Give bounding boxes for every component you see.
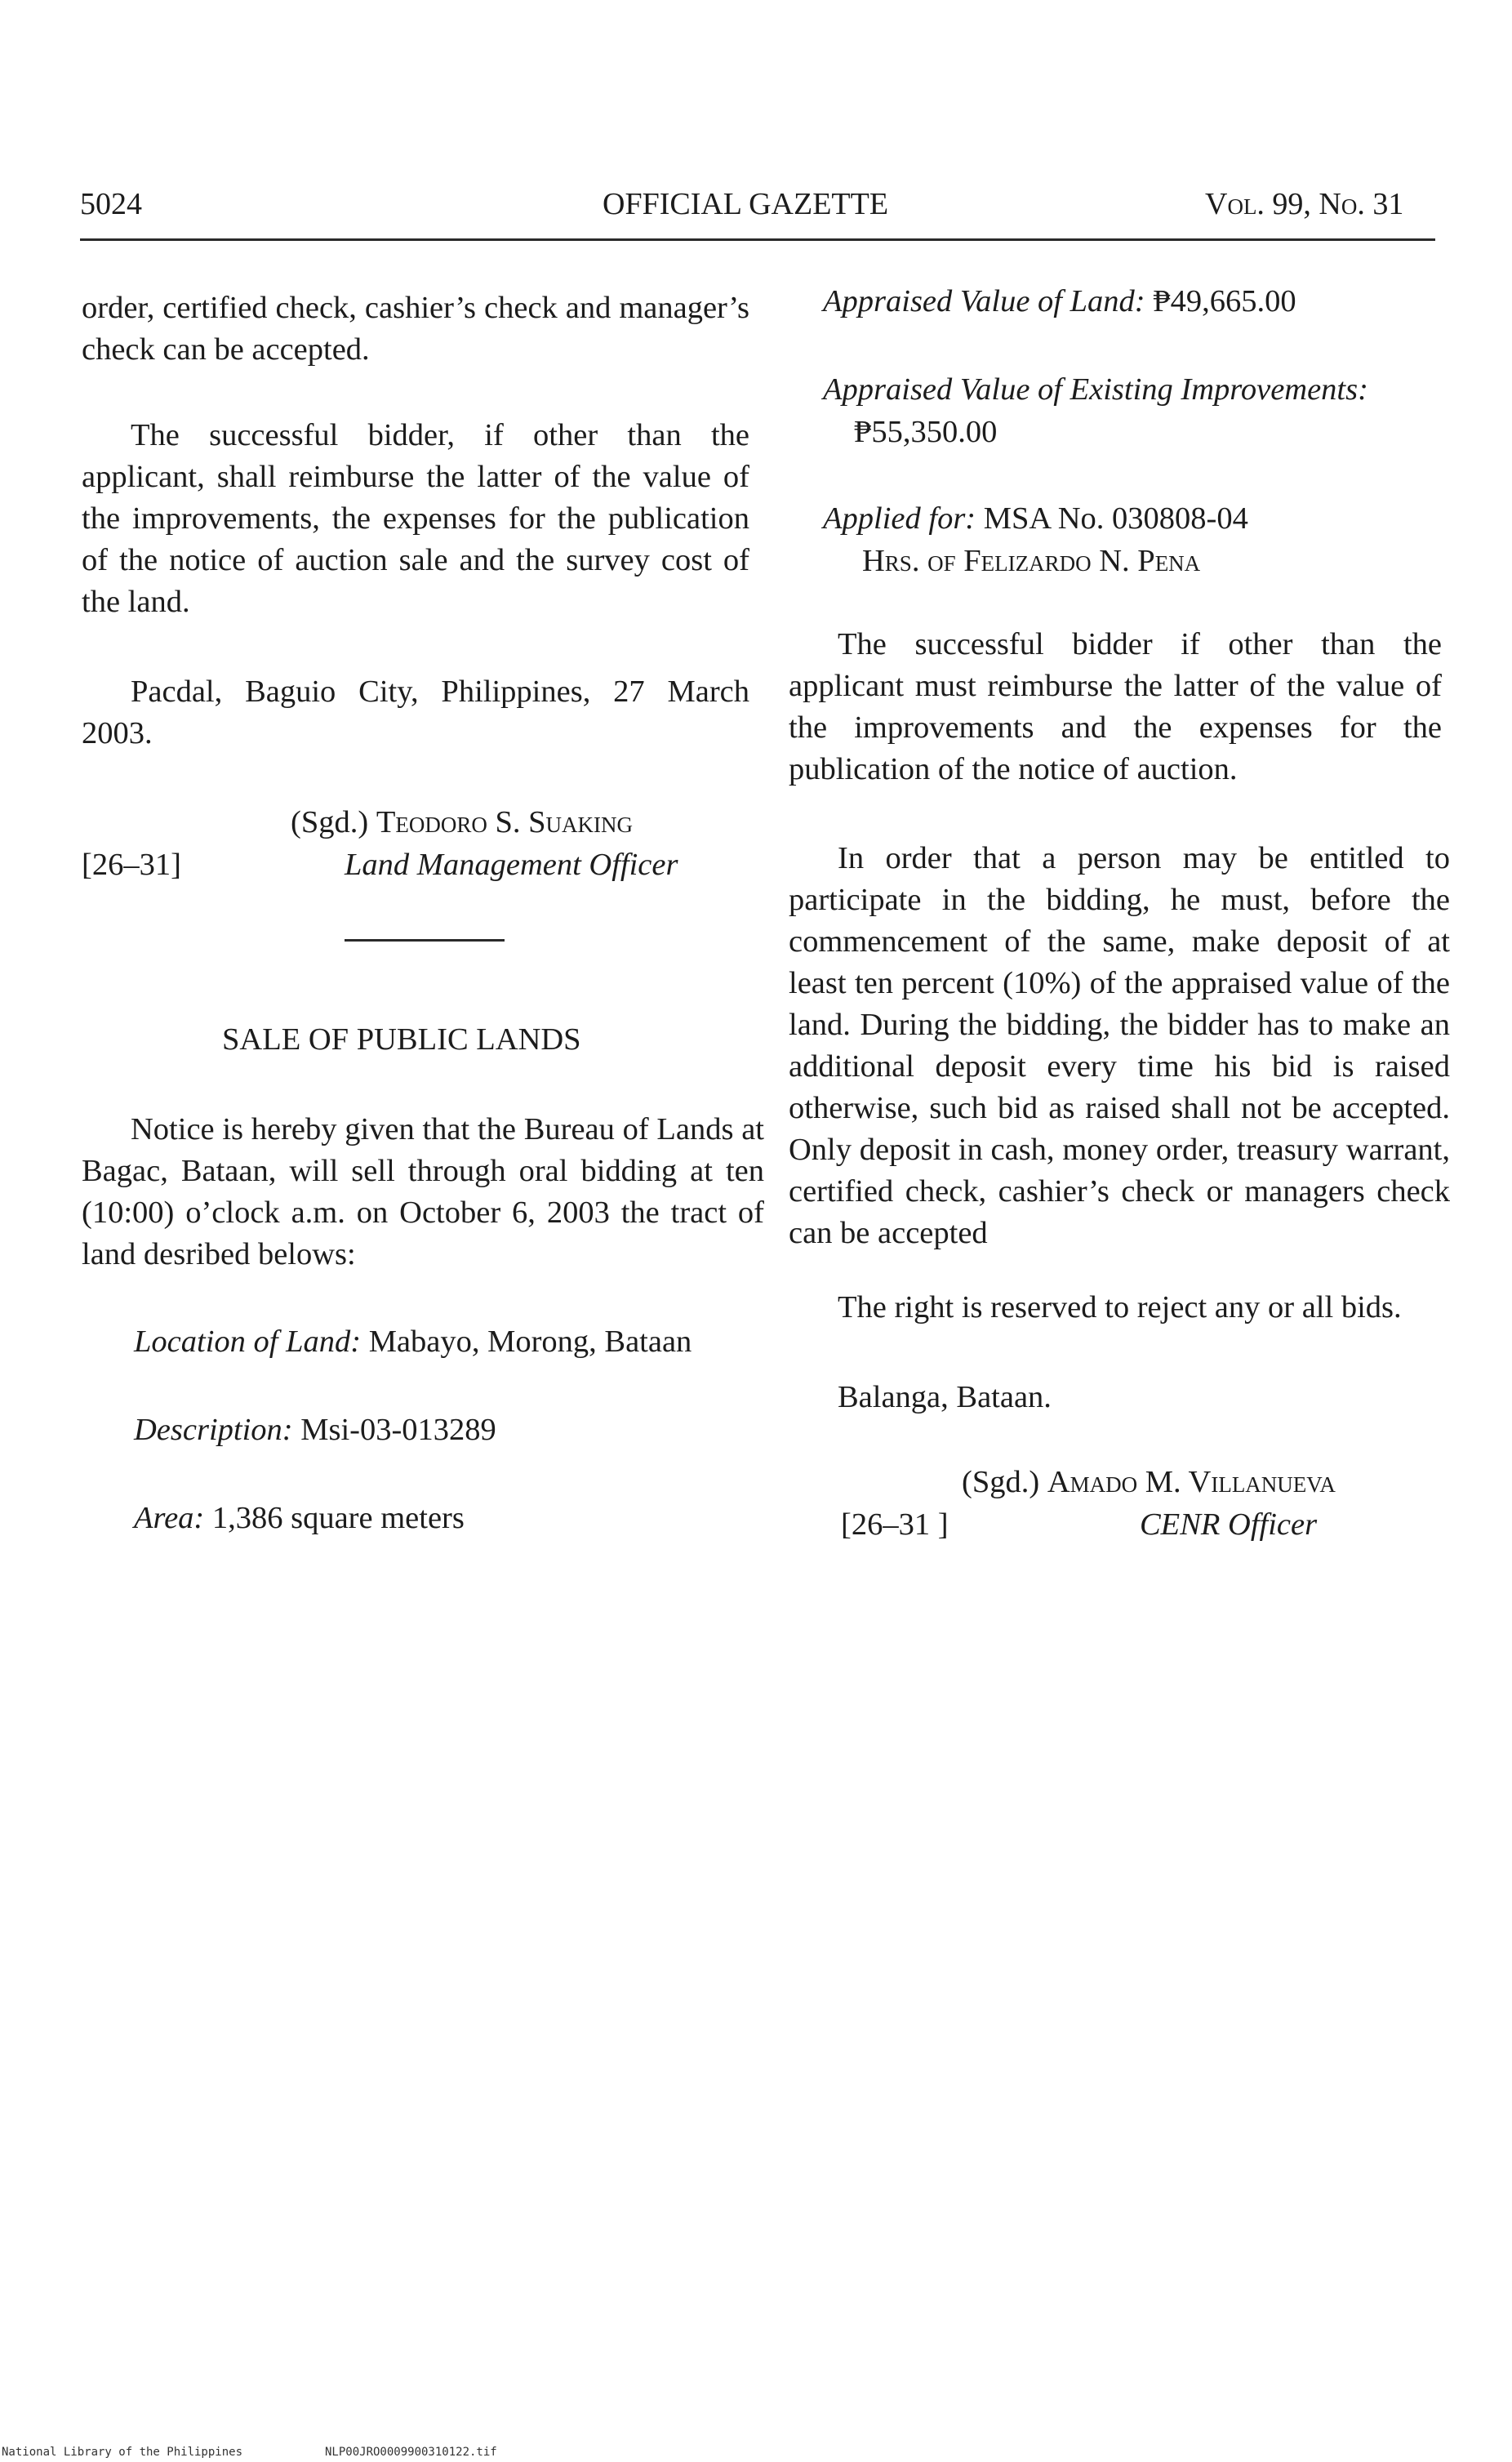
improvements-value: ₱55,350.00 (854, 415, 998, 449)
notice-paragraph: Notice is hereby given that the Bureau of Lands at Bagac, Bataan, will sell through oral bidding at ten (10:00) o’clock a.m. on October 6, 2003 the tract of land desribed belows: (82, 1112, 764, 1271)
library-stamp: National Library of the Philippines (2, 2446, 243, 2459)
volume-number: Vol. 99, No. 31 (1205, 187, 1404, 221)
reserve-statement: The right is reserved to reject any or all bids. (838, 1290, 1402, 1324)
signature-line-left (291, 802, 633, 844)
applied-value: MSA No. 030808-04 (983, 501, 1248, 536)
area-value: 1,386 square meters (211, 1501, 465, 1535)
description-value: Msi-03-013289 (300, 1413, 496, 1447)
applied-field (823, 498, 1248, 540)
description-label: Description: (134, 1413, 293, 1447)
land-value-label: Appraised Value of Land: (823, 284, 1145, 318)
signatory-name: Teodoro S. Suaking (376, 805, 634, 839)
area-label: Area: (134, 1501, 205, 1535)
page-number: 5024 (80, 187, 142, 221)
area-field (134, 1498, 465, 1539)
file-stamp: NLP00JRO0009900310122.tif (325, 2446, 497, 2459)
ref-left: [26–31] (82, 848, 181, 882)
signatory-position: Land Management Officer (345, 848, 678, 882)
section-title: SALE OF PUBLIC LANDS (222, 1022, 581, 1057)
applicant-name: Hrs. of Felizardo N. Pena (862, 544, 1201, 578)
section-divider (345, 939, 505, 942)
applied-label: Applied for: (823, 501, 976, 536)
land-value-field (823, 281, 1296, 323)
header-rule (80, 238, 1435, 241)
land-value: ₱49,665.00 (1153, 284, 1296, 318)
location-label: Location of Land: (134, 1324, 362, 1359)
improvements-label: Appraised Value of Existing Improvements: (823, 372, 1368, 407)
place-date: Pacdal, Baguio City, Philippines, 27 March 2003. (82, 674, 749, 750)
publication-title: OFFICIAL GAZETTE (603, 187, 889, 221)
description-field (134, 1409, 496, 1451)
signatory-position-right: CENR Officer (1140, 1507, 1318, 1542)
place-right: Balanga, Bataan. (838, 1380, 1052, 1414)
sgd-label: (Sgd.) (291, 805, 369, 839)
ref-right: [26–31 ] (841, 1507, 949, 1542)
right-para-reimburse: The successful bidder if other than the applicant must reimburse the latter of the value of the improvements and the expenses for the publication of the notice of auction. (789, 627, 1442, 786)
location-field (134, 1321, 692, 1363)
left-para-continuation: order, certified check, cashier’s check and manager’s check can be accepted. (82, 291, 749, 367)
left-para-reimburse: The successful bidder, if other than the applicant, shall reimburse the latter of the value of the improvements, the expenses for the publication of the notice of auction sale and the survey cost of the land. (82, 418, 749, 619)
deposit-paragraph: In order that a person may be entitled to participate in the bidding, he must, before the commencement of the same, make deposit of at least ten percent (10%) of the appraised value of the land. During the bidding, the bidder has to make an additional deposit every time his bid is raised otherwise, such bid as raised shall not be accepted. Only deposit in cash, money order, treasury warrant, certified check, cashier’s check or managers check can be accepted (789, 841, 1450, 1250)
signature-line-right (962, 1462, 1336, 1503)
sgd-label-right: (Sgd.) (962, 1465, 1040, 1499)
location-value: Mabayo, Morong, Bataan (368, 1324, 692, 1359)
signatory-name-right: Amado M. Villanueva (1047, 1465, 1336, 1499)
